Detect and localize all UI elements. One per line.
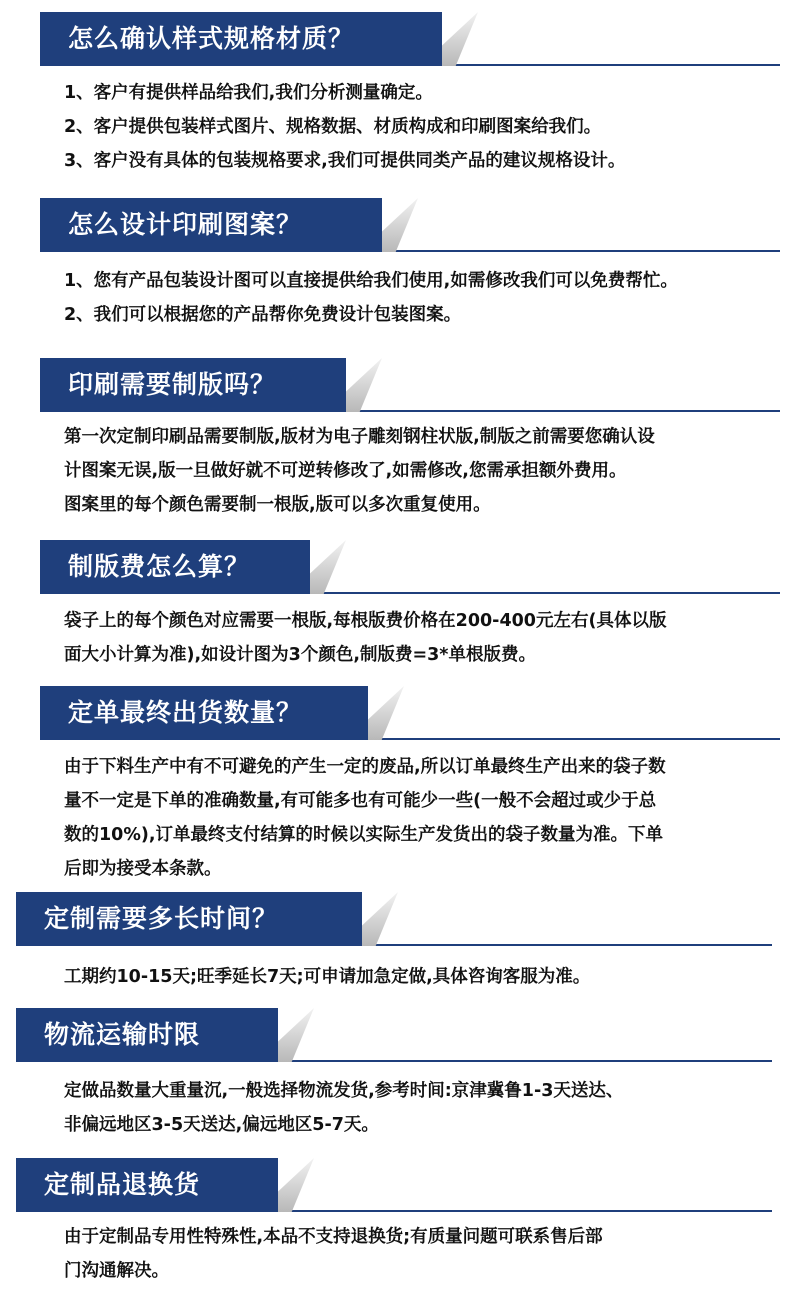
section-body — [64, 1074, 784, 1142]
section-print-design — [0, 194, 790, 332]
body-line: 1、客户有提供样品给我们,我们分析测量确定。 — [64, 83, 433, 103]
section-header — [0, 1004, 790, 1062]
header-shadow — [362, 892, 398, 946]
body-line: 后即为接受本条款。 — [64, 859, 222, 879]
section-title: 物流运输时限 — [16, 1008, 278, 1062]
section-final-quantity — [0, 682, 790, 886]
section-body — [64, 420, 784, 522]
body-line: 图案里的每个颜色需要制一根版,版可以多次重复使用。 — [64, 495, 491, 515]
body-line: 计图案无误,版一旦做好就不可逆转修改了,如需修改,您需承担额外费用。 — [64, 461, 627, 481]
section-title: 定制品退换货 — [16, 1158, 278, 1212]
section-header — [0, 1154, 790, 1212]
header-shadow — [346, 358, 382, 412]
section-title: 定制需要多长时间？ — [16, 892, 362, 946]
section-title: 定单最终出货数量？ — [40, 686, 368, 740]
body-line: 2、客户提供包装样式图片、规格数据、材质构成和印刷图案给我们。 — [64, 117, 602, 137]
section-body — [64, 76, 784, 178]
section-title: 怎么确认样式规格材质？ — [40, 12, 442, 66]
body-line: 由于下料生产中有不可避免的产生一定的废品,所以订单最终生产出来的袋子数 — [64, 757, 666, 777]
section-lead-time — [0, 888, 790, 994]
body-line: 定做品数量大重量沉,一般选择物流发货,参考时间:京津冀鲁1-3天送达、 — [64, 1081, 624, 1101]
section-body — [64, 960, 784, 994]
body-line: 面大小计算为准),如设计图为3个颜色,制版费=3*单根版费。 — [64, 645, 536, 665]
section-header — [0, 682, 790, 740]
header-shadow — [368, 686, 404, 740]
body-line: 工期约10-15天;旺季延长7天;可申请加急定做,具体咨询客服为准。 — [64, 967, 591, 987]
body-line: 第一次定制印刷品需要制版,版材为电子雕刻钢柱状版,制版之前需要您确认设 — [64, 427, 655, 447]
section-header — [0, 194, 790, 252]
body-line: 数的10%),订单最终支付结算的时候以实际生产发货出的袋子数量为准。下单 — [64, 825, 664, 845]
body-line: 3、客户没有具体的包装规格要求,我们可提供同类产品的建议规格设计。 — [64, 151, 626, 171]
body-line: 非偏远地区3-5天送达,偏远地区5-7天。 — [64, 1115, 379, 1135]
header-shadow — [278, 1158, 314, 1212]
body-line: 由于定制品专用性特殊性,本品不支持退换货;有质量问题可联系售后部 — [64, 1227, 603, 1247]
body-line: 量不一定是下单的准确数量,有可能多也有可能少一些(一般不会超过或少于总 — [64, 791, 657, 811]
section-logistics — [0, 1004, 790, 1142]
section-header — [0, 8, 790, 66]
section-plate-making — [0, 354, 790, 522]
section-header — [0, 354, 790, 412]
header-shadow — [442, 12, 478, 66]
section-plate-fee — [0, 536, 790, 672]
section-title: 怎么设计印刷图案？ — [40, 198, 382, 252]
section-title: 制版费怎么算？ — [40, 540, 310, 594]
body-line: 1、您有产品包装设计图可以直接提供给我们使用,如需修改我们可以免费帮忙。 — [64, 271, 678, 291]
body-line: 2、我们可以根据您的产品帮你免费设计包装图案。 — [64, 305, 462, 325]
header-shadow — [310, 540, 346, 594]
section-body — [64, 264, 784, 332]
section-body — [64, 750, 784, 886]
section-body — [64, 1220, 784, 1288]
section-body — [64, 604, 784, 672]
section-header — [0, 888, 790, 946]
section-header — [0, 536, 790, 594]
header-shadow — [382, 198, 418, 252]
section-returns — [0, 1154, 790, 1288]
header-shadow — [278, 1008, 314, 1062]
section-confirm-spec — [0, 8, 790, 178]
body-line: 门沟通解决。 — [64, 1261, 169, 1281]
body-line: 袋子上的每个颜色对应需要一根版,每根版费价格在200-400元左右(具体以版 — [64, 611, 667, 631]
section-title: 印刷需要制版吗？ — [40, 358, 346, 412]
